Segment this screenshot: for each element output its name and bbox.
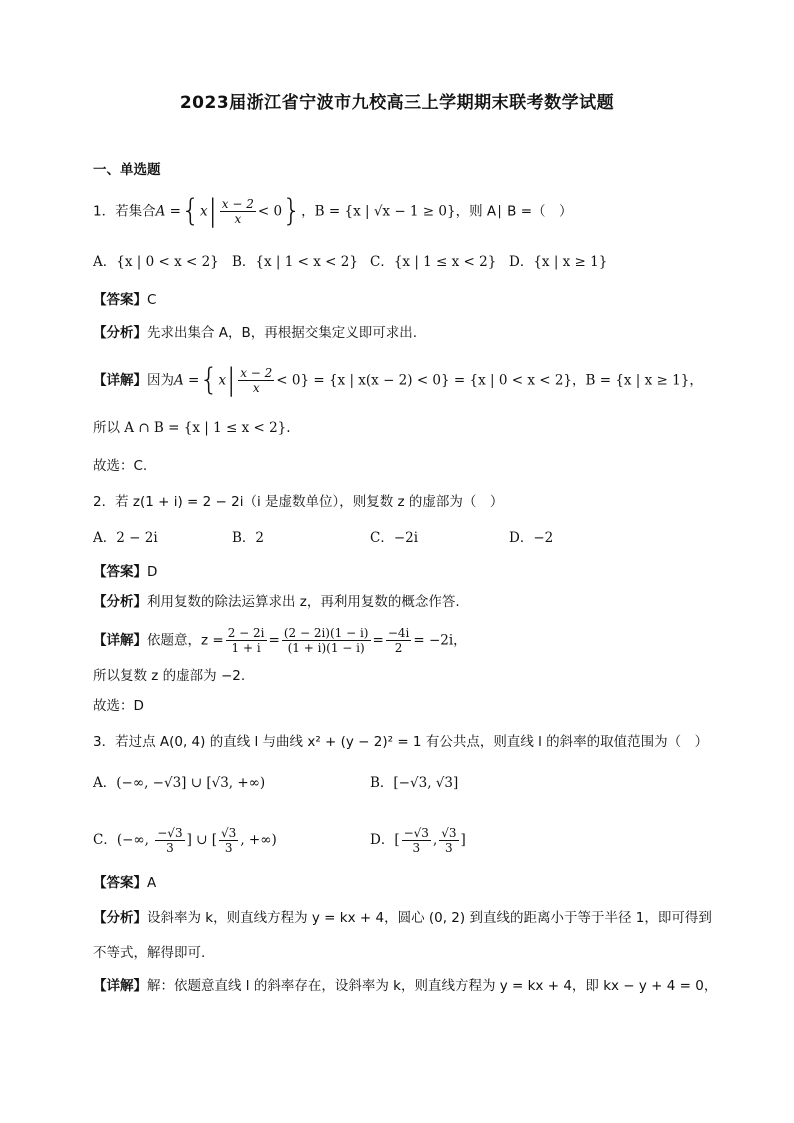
q1-option-a: A．{x | 0 < x < 2}	[93, 254, 219, 270]
q1-detail-line2: 所以 A ∩ B = {x | 1 ≤ x < 2}.	[93, 420, 291, 436]
q1-option-d: D．{x | x ≥ 1}	[509, 254, 608, 270]
q3-option-d: D．[ $\frac{-√3}{3}$ , $\frac{√3}{3}$ ]	[370, 826, 466, 855]
section-heading: 一、单选题	[93, 162, 161, 178]
q3-option-c: C．(−∞, $\frac{-√3}{3}$ ] ∪ [ $\frac{√3}{3}$ , +∞)	[93, 826, 277, 855]
q1-brace-open: {	[180, 193, 201, 229]
q1-set-a-fraction: $\frac{x - 2}{x}$	[221, 197, 254, 226]
q1-option-c: C．{x | 1 ≤ x < 2}	[370, 254, 497, 270]
q2-option-d: D．−2	[509, 530, 554, 546]
q1-stem: 1．若集合A ={x| $\frac{x - 2}{x}$ < 0}，B = {x | √x − 1 ≥ 0}，则 A∣ B =（ ）	[93, 193, 573, 229]
page-title: 2023届浙江省宁波市九校高三上学期期末联考数学试题	[179, 93, 615, 113]
q3-answer: 【答案】A	[93, 875, 157, 891]
q2-option-a: A．2 − 2i	[93, 530, 158, 546]
q2-answer: 【答案】D	[93, 564, 158, 580]
q2-conclusion: 故选：D	[93, 698, 144, 714]
q3-stem: 3．若过点 A(0, 4) 的直线 l 与曲线 x² + (y − 2)² = 1 有公共点，则直线 l 的斜率的取值范围为（ ）	[93, 734, 709, 750]
q1-set-a-cond: < 0	[257, 203, 283, 220]
q1-conclusion: 故选：C.	[93, 458, 148, 474]
q1-option-b: B．{x | 1 < x < 2}	[232, 254, 358, 270]
q3-analysis: 【分析】设斜率为 k，则直线方程为 y = kx + 4，圆心 (0, 2) 到直线的距离小于等于半径 1，即可得到	[93, 910, 712, 926]
q1-detail: 【详解】因为A ={x| $\frac{x - 2}{x}$ < 0} = {x | x(x − 2) < 0} = {x | 0 < x < 2}，B = {x | x ≥ 1}，	[93, 362, 703, 398]
q1-stem-suffix: ，则 A∣ B =（ ）	[455, 203, 573, 220]
q2-stem: 2．若 z(1 + i) = 2 − 2i（i 是虚数单位），则复数 z 的虚部为（ ）	[93, 494, 504, 510]
q1-analysis: 【分析】先求出集合 A，B，再根据交集定义即可求出.	[93, 325, 418, 341]
q2-detail: 【详解】依题意，z = $\frac{2 - 2i}{1 + i}$ = $\frac{(2 - 2i)(1 - i)}{(1 + i)(1 - i)}$ = $\frac{-4i}{2}$ = −2i，	[93, 626, 467, 655]
q2-option-b: B．2	[232, 530, 265, 546]
q1-answer: 【答案】C	[93, 292, 157, 308]
q3-analysis-line2: 不等式，解得即可.	[93, 945, 206, 961]
q2-option-c: C．−2i	[370, 530, 419, 546]
q1-set-a-lhs: A =	[155, 203, 181, 220]
q3-option-a: A．(−∞, −√3] ∪ [√3, +∞)	[93, 775, 266, 791]
q3-option-b: B．[−√3, √3]	[370, 775, 459, 791]
q2-analysis: 【分析】利用复数的除法运算求出 z，再利用复数的概念作答.	[93, 594, 460, 610]
q3-detail: 【详解】解：依题意直线 l 的斜率存在，设斜率为 k，则直线方程为 y = kx + 4，即 kx − y + 4 = 0，	[93, 978, 718, 994]
q2-detail-line2: 所以复数 z 的虚部为 −2.	[93, 668, 246, 684]
q1-stem-prefix: 1．若集合	[93, 203, 156, 220]
q1-set-b: B = {x | √x − 1 ≥ 0}	[314, 203, 456, 220]
